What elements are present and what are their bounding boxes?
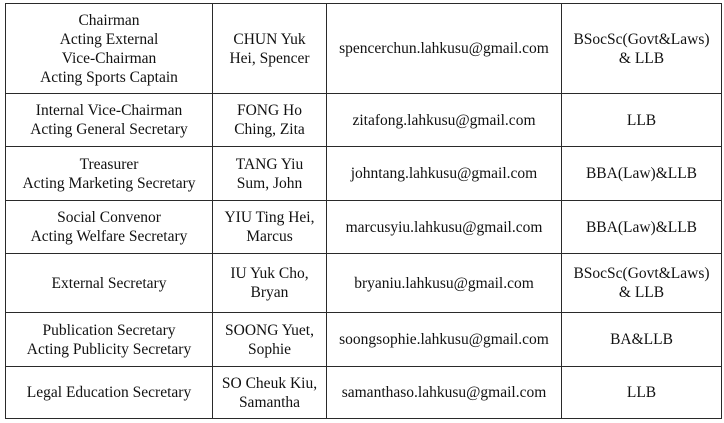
email-cell xyxy=(327,254,562,313)
committee-roster-table xyxy=(5,3,722,419)
degree-line: BBA(Law)&LLB xyxy=(585,165,698,182)
degree-line: LLB xyxy=(626,384,657,401)
role-cell xyxy=(6,201,213,254)
name-cell xyxy=(213,201,327,254)
role-line: Acting External xyxy=(59,30,159,48)
role-cell xyxy=(6,254,213,313)
degree-cell xyxy=(562,254,722,313)
email-cell xyxy=(327,147,562,201)
name-line: Ching, Zita xyxy=(234,121,305,138)
name-cell xyxy=(213,367,327,419)
role-line: Social Convenor xyxy=(57,209,161,226)
degree-cell xyxy=(562,147,722,201)
role-line: Acting Publicity Secretary xyxy=(26,340,192,358)
name-line: Bryan xyxy=(250,284,289,301)
name-line: Sophie xyxy=(247,340,292,358)
name-line: TANG Yiu xyxy=(235,155,304,173)
email-cell xyxy=(327,201,562,254)
degree-cell xyxy=(562,4,722,94)
name-line: CHUN Yuk xyxy=(233,30,306,48)
name-cell xyxy=(213,4,327,94)
name-line: Samantha xyxy=(238,393,301,411)
role-line: Acting Marketing Secretary xyxy=(22,174,196,192)
name-cell xyxy=(213,313,327,367)
degree-line: BSocSc(Govt&Laws) xyxy=(573,30,710,48)
email-text: bryaniu.lahkusu@gmail.com xyxy=(354,274,534,292)
degree-cell xyxy=(562,94,722,147)
name-line: IU Yuk Cho, xyxy=(230,265,309,282)
table-row xyxy=(6,313,722,367)
role-line: Publication Secretary xyxy=(42,321,176,339)
degree-line: BA&LLB xyxy=(610,331,673,348)
role-cell xyxy=(6,313,213,367)
role-line: Acting General Secretary xyxy=(30,121,188,138)
degree-cell xyxy=(562,367,722,419)
email-text: spencerchun.lahkusu@gmail.com xyxy=(339,40,549,57)
role-cell xyxy=(6,367,213,419)
role-line: Chairman xyxy=(78,11,140,29)
name-cell xyxy=(213,94,327,147)
degree-line: & LLB xyxy=(618,284,665,301)
email-text: marcusyiu.lahkusu@gmail.com xyxy=(345,218,543,236)
role-cell xyxy=(6,4,213,94)
email-text: zitafong.lahkusu@gmail.com xyxy=(352,111,536,129)
table-row xyxy=(6,147,722,201)
table-row xyxy=(6,201,722,254)
degree-cell xyxy=(562,313,722,367)
email-cell xyxy=(327,94,562,147)
role-cell xyxy=(6,94,213,147)
degree-line: & LLB xyxy=(618,49,665,67)
name-line: SOONG Yuet, xyxy=(225,321,314,339)
degree-cell xyxy=(562,201,722,254)
name-line: Hei, Spencer xyxy=(229,49,310,67)
role-line: Vice-Chairman xyxy=(61,49,157,67)
roster-body xyxy=(6,4,722,419)
email-cell xyxy=(327,4,562,94)
email-text: johntang.lahkusu@gmail.com xyxy=(350,165,538,182)
role-cell xyxy=(6,147,213,201)
name-line: YIU Ting Hei, xyxy=(224,209,315,226)
email-cell xyxy=(327,367,562,419)
name-line: SO Cheuk Kiu, xyxy=(221,374,318,392)
degree-line: BBA(Law)&LLB xyxy=(585,218,698,236)
role-line: External Secretary xyxy=(51,274,167,292)
table-row xyxy=(6,4,722,94)
table-row xyxy=(6,94,722,147)
role-line: Acting Sports Captain xyxy=(40,68,178,86)
email-text: soongsophie.lahkusu@gmail.com xyxy=(339,331,549,348)
degree-line: BSocSc(Govt&Laws) xyxy=(573,265,710,282)
name-line: FONG Ho xyxy=(236,102,303,119)
role-line: Treasurer xyxy=(79,155,139,173)
role-line: Acting Welfare Secretary xyxy=(30,228,188,245)
table-row xyxy=(6,254,722,313)
table-row xyxy=(6,367,722,419)
email-text: samanthaso.lahkusu@gmail.com xyxy=(341,384,547,401)
name-line: Marcus xyxy=(246,228,293,245)
role-line: Internal Vice-Chairman xyxy=(35,102,183,119)
email-cell xyxy=(327,313,562,367)
name-line: Sum, John xyxy=(236,174,303,192)
role-line: Legal Education Secretary xyxy=(26,384,192,401)
name-cell xyxy=(213,147,327,201)
name-cell xyxy=(213,254,327,313)
degree-line: LLB xyxy=(626,111,657,129)
